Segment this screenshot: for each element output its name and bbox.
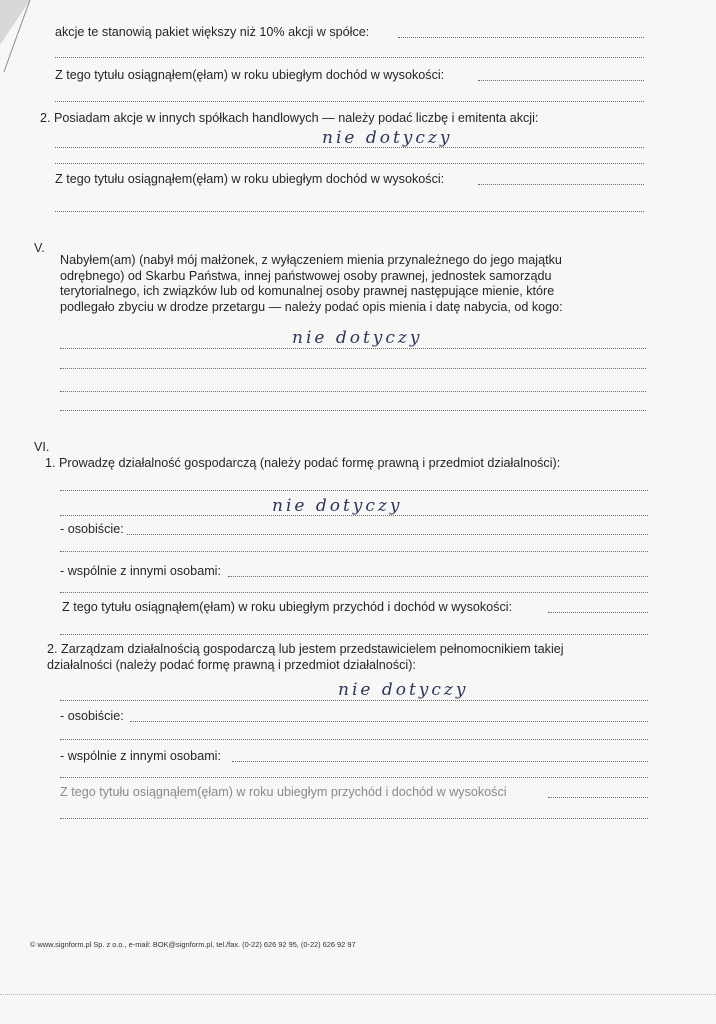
scan-corner-shadow xyxy=(0,0,60,80)
section-v-heading: V. xyxy=(34,241,45,255)
personally-field-1[interactable] xyxy=(127,534,648,535)
publisher-footer: © www.signform.pl Sp. z o.o., e-mail: BOK@signform.pl, tel./fax. (0-22) 626 92 95, (0-22) 626 92 97 xyxy=(30,940,356,949)
shares-over-10-field-line2[interactable] xyxy=(55,57,644,58)
personally-field-2-line2[interactable] xyxy=(60,739,648,740)
other-shares-field-line2[interactable] xyxy=(55,163,644,164)
personally-label-2: - osobiście: xyxy=(60,709,124,723)
personally-label-1: - osobiście: xyxy=(60,522,124,536)
revenue-income-label-2: Z tego tytułu osiągnąłem(ęłam) w roku ubiegłym przychód i dochód w wysokości xyxy=(60,785,507,799)
income-field-1[interactable] xyxy=(478,80,644,81)
section-v-handwritten-answer: nie dotyczy xyxy=(292,328,423,348)
scan-bottom-edge xyxy=(0,994,716,995)
section-v-field-line3[interactable] xyxy=(60,391,646,392)
jointly-field-2-line2[interactable] xyxy=(60,777,648,778)
personally-field-1-line2[interactable] xyxy=(60,551,648,552)
management-label: 2. Zarządzam działalnością gospodarczą lub jestem przedstawicielem pełnomocnikiem takiej działalności (należy podać formę prawną i przedmiot działalności): xyxy=(47,642,564,672)
jointly-label-2: - wspólnie z innymi osobami: xyxy=(60,749,221,763)
business-activity-field-line2[interactable] xyxy=(60,515,648,516)
revenue-income-field-1-line2[interactable] xyxy=(60,634,648,635)
section-vi-heading: VI. xyxy=(34,440,50,454)
income-field-1-line2[interactable] xyxy=(55,101,644,102)
personally-field-2[interactable] xyxy=(130,721,648,722)
jointly-field-2[interactable] xyxy=(232,761,648,762)
other-shares-label: 2. Posiadam akcje w innych spółkach handlowych — należy podać liczbę i emitenta akcji: xyxy=(40,111,539,125)
income-field-2[interactable] xyxy=(478,184,644,185)
section-v-field-line4[interactable] xyxy=(60,410,646,411)
shares-over-10-field[interactable] xyxy=(398,37,644,38)
section-v-field-line2[interactable] xyxy=(60,368,646,369)
section-v-field[interactable] xyxy=(60,348,646,349)
revenue-income-field-1[interactable] xyxy=(548,612,648,613)
business-activity-field[interactable] xyxy=(60,490,648,491)
income-label-1: Z tego tytułu osiągnąłem(ęłam) w roku ubiegłym dochód w wysokości: xyxy=(55,68,445,82)
business-activity-label: 1. Prowadzę działalność gospodarczą (należy podać formę prawną i przedmiot działalności): xyxy=(45,456,561,470)
revenue-income-label-1: Z tego tytułu osiągnąłem(ęłam) w roku ubiegłym przychód i dochód w wysokości: xyxy=(62,600,513,614)
business-activity-handwritten-answer: nie dotyczy xyxy=(272,496,403,516)
other-shares-handwritten-answer: nie dotyczy xyxy=(322,128,453,148)
income-label-2: Z tego tytułu osiągnąłem(ęłam) w roku ubiegłym dochód w wysokości: xyxy=(55,172,445,186)
section-v-text: Nabyłem(am) (nabył mój małżonek, z wyłączeniem mienia przynależnego do jego majątku odrębnego) od Skarbu Państwa, innej państwowej osoby prawnej, jednostek samorządu terytorialnego, ich związków lub od komunalnej osoby prawnej następujące mienie, które podlegało zbyciu w drodze przetargu — należy podać opis mienia i datę nabycia, od kogo: xyxy=(60,253,563,314)
revenue-income-field-2[interactable] xyxy=(548,797,648,798)
management-handwritten-answer: nie dotyczy xyxy=(338,680,469,700)
jointly-field-1-line2[interactable] xyxy=(60,592,648,593)
management-field[interactable] xyxy=(60,700,648,701)
shares-over-10-label: akcje te stanowią pakiet większy niż 10% akcji w spółce: xyxy=(55,25,370,39)
revenue-income-field-2-line2[interactable] xyxy=(60,818,648,819)
jointly-label-1: - wspólnie z innymi osobami: xyxy=(60,564,221,578)
income-field-2-line2[interactable] xyxy=(55,211,644,212)
jointly-field-1[interactable] xyxy=(228,576,648,577)
